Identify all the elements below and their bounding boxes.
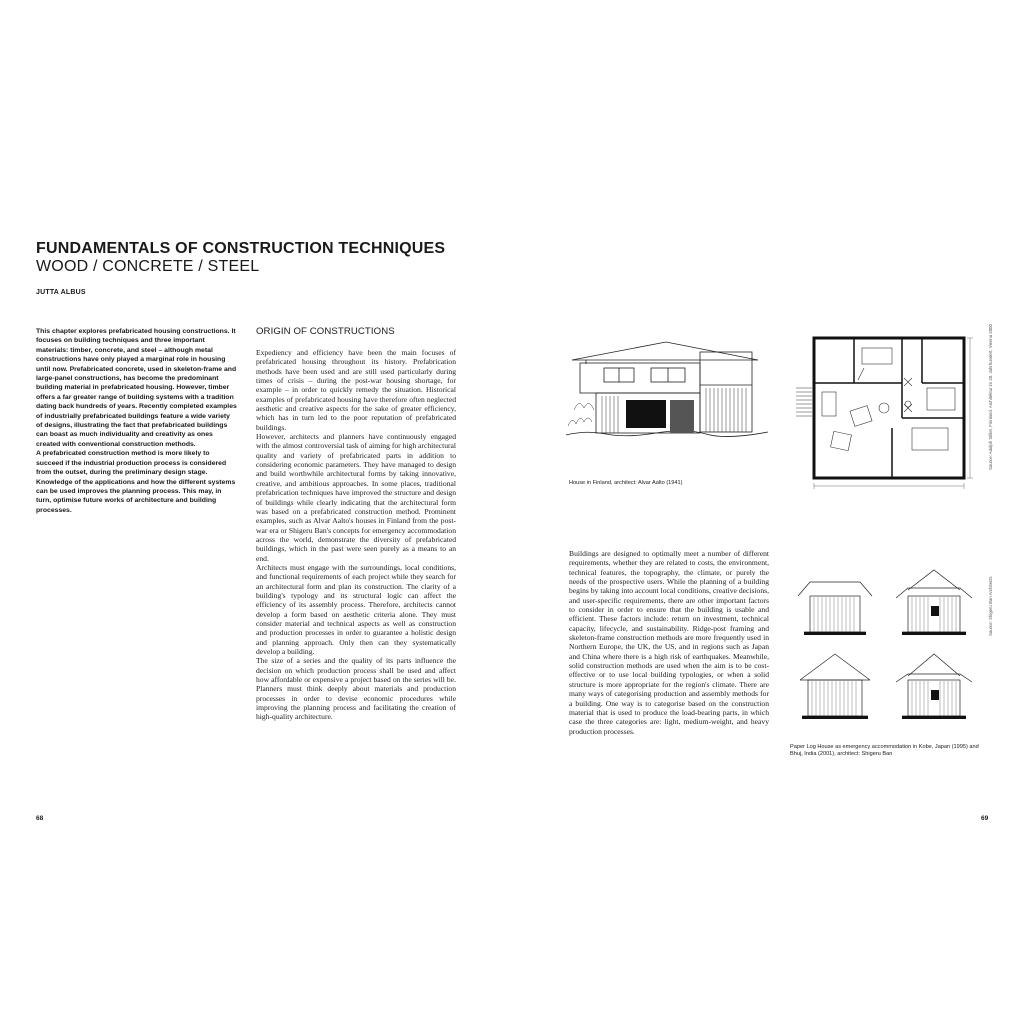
body-paragraph: However, architects and planners have continuously engaged with the almost controversial task of aiming for high architectural quality and variety of prefabricated parts in addition to considering economic parameters. They have managed to design and build worthwhile architectural forms by taking innovative, creative, and ambitious approaches. In some places, traditional prefabrication techniques have improved the structure and design of buildings while clearly indicating that the architectural form was based on a prefabricated construction method. Prominent examples, such as Alvar Aalto's houses in Finland from the post-war era or Shigeru Ban's concepts for emergency accommodation across the world, demonstrate the diversity of prefabricated buildings, which in the past were seen purely as a means to an end. (256, 432, 456, 563)
caption-ban: Paper Log House as emergency accommodation in Kobe, Japan (1995) and Bhuj, India (2001), architect: Shigeru Ban (790, 744, 979, 758)
intro-text (36, 327, 238, 515)
body-paragraph: Expediency and efficiency have been the main focuses of prefabricated housing throughout its history. Prefabrication methods have been used and are still used particularly during times of crisis – during the post-war housing shortage, for example – in order to quickly remedy the situation. Historical examples of prefabricated housing have therefore often neglected aesthetic and creative aspects for the sake of greater efficiency, which has in turn led to the poor reputation of prefabricated buildings. (256, 348, 456, 432)
body-paragraph: Architects must engage with the surroundings, local conditions, and functional requirements of each project while they search for an architectural form and plan its construction. The clarity of a building's typology and its structural logic can affect the efficiency of its assembly process. Therefore, architects cannot develop a form based on aesthetic criteria alone. They must consider material and technical aspects as well as construction and production processes in order to guarantee a holistic design and planning approach. Only then can they systematically develop a building. (256, 562, 456, 656)
intro-paragraph: This chapter explores prefabricated housing constructions. It focuses on building techniques and three important materials: timber, concrete, and steel – although metal constructions have only played a marginal role in housing until now. Prefabricated concrete, used in skeleton-frame and large-panel constructions, has become the predominant building material in prefabricated housing. However, timber offers a far greater range of building systems with a tradition dating back hundreds of years. Recently completed examples of industrially prefabricated buildings feature a wide variety of designs, illustrating the fact that prefabricated buildings can boast as much individuality and creativity as ones created with conventional construction methods. (36, 328, 237, 448)
paper-log-house-elevations (790, 566, 982, 726)
caption-aalto: House in Finland, architect: Alvar Aalto (1941) (569, 480, 683, 486)
page-number-right: 69 (981, 815, 989, 822)
page-number-left: 68 (36, 815, 44, 822)
body-paragraph: The size of a series and the quality of its parts influence the decision on which production process shall be used and affect how affordable or expensive a project based on the series will be. Planners must think deeply about materials and production processes in order to devise economic procedures while improving the planning process and facilitating the creation of high-quality architecture. (256, 656, 456, 722)
body-text-right (569, 549, 769, 736)
intro-paragraph: A prefabricated construction method is more likely to succeed if the industrial production process is considered from the outset, during the preliminary design stage. Knowledge of the applications and how the different systems can be used improves the planning process. This may, in turn, optimise future works of architecture and building processes. (36, 450, 236, 514)
author-name: JUTTA ALBUS (36, 289, 86, 296)
body-text-left (256, 348, 456, 722)
source-note-aalto: Source: Adolph Stiller, Finnland. Architektur im 20. Jahrhundert, Vienna 2000 (988, 324, 993, 470)
chapter-subtitle: WOOD / CONCRETE / STEEL (36, 258, 260, 275)
source-note-ban: Source: Shigeru Ban Architects (988, 576, 993, 636)
section-heading: ORIGIN OF CONSTRUCTIONS (256, 326, 395, 337)
chapter-title: FUNDAMENTALS OF CONSTRUCTION TECHNIQUES (36, 240, 446, 257)
aalto-floor-plan (792, 328, 974, 490)
body-paragraph: Buildings are designed to optimally meet a number of different requirements, whether they are related to costs, the environment, technical features, the topography, the climate, or purely the needs of the prospective users. While the planning of a building begins by taking into account local conditions, creative decisions, and user-specific requirements, there are other important factors to consider in order to ensure that the building is usable and efficient. These factors include: return on investment, technical capacity, lifecycle, and sustainability. Ridge-post framing and skeleton-frame construction methods are more frequently used in Northern Europe, the UK, the US, and in regions such as Japan and China where there is a high risk of earthquakes. Meanwhile, solid construction methods are used when the aim is to be cost-effective or to use local building typologies, or when a solid structure is more appropriate for the region's climate. There are many ways of categorising production and assembly methods for a building. One way is to categorise based on the construction material that is used to produce the load-bearing parts, in which case the three categories are: light, medium-weight, and heavy production processes. (569, 549, 769, 736)
aalto-elevation-drawing (566, 330, 768, 440)
